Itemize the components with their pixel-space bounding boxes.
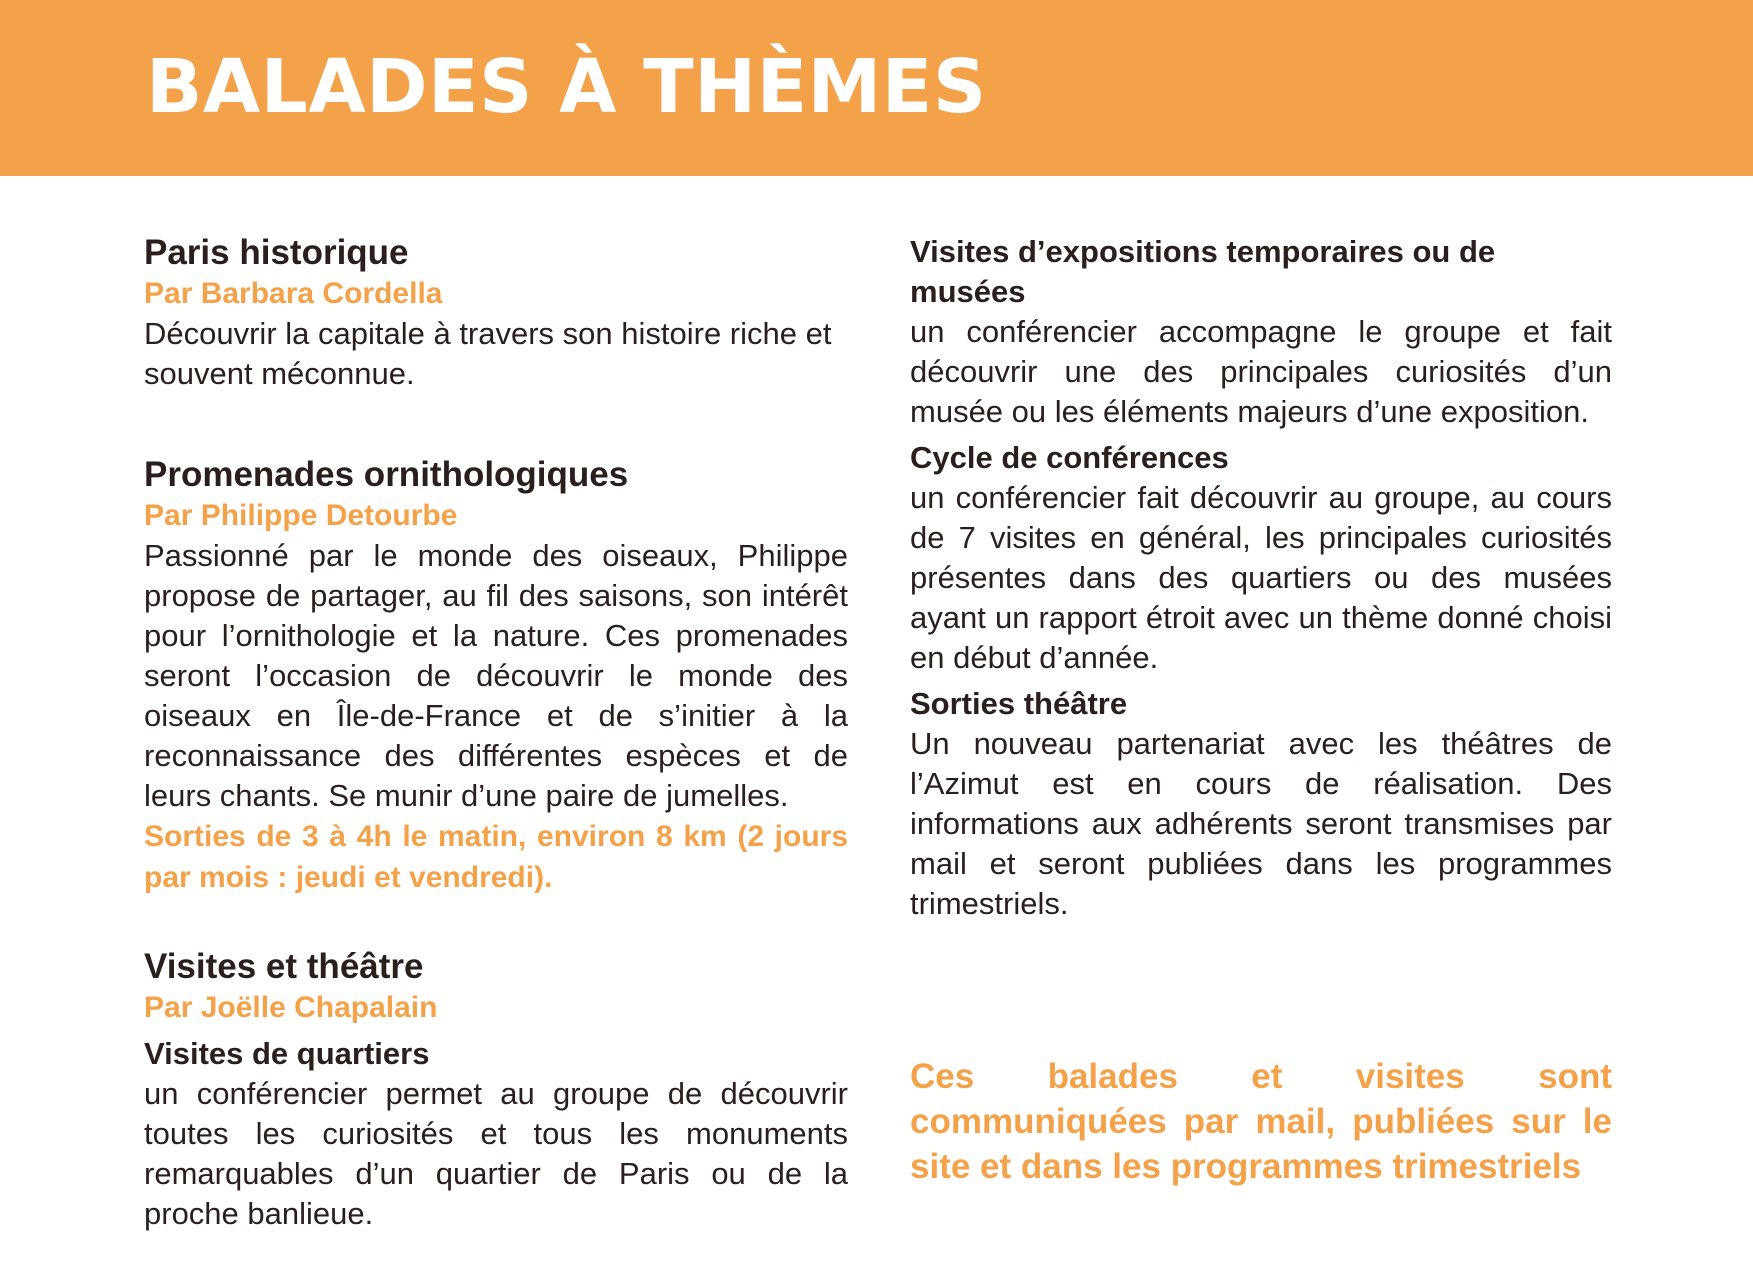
subsection-title: Visites d’expositions temporaires ou de musées [910, 234, 1496, 309]
section-sorties-theatre [910, 684, 1612, 924]
right-column [910, 232, 1612, 924]
subsection-description: un conférencier fait découvrir au groupe, au cours de 7 visites en général, les principales curiosités présentes dans des quartiers ou des musées ayant un rapport étroit avec un thème donné choisi en début d’année. [910, 480, 1612, 675]
section-visites-et-theatre [144, 946, 848, 1234]
author-name: Par Philippe Detourbe [144, 499, 458, 532]
author-name: Par Joëlle Chapalain [144, 991, 438, 1024]
left-column [144, 232, 848, 1234]
header-banner [0, 0, 1753, 176]
section-title: Promenades ornithologiques [144, 455, 629, 494]
section-title: Paris historique [144, 233, 409, 272]
section-expositions [910, 232, 1612, 432]
page-title: BALADES À THÈMES [146, 44, 987, 130]
section-cycle-conferences [910, 438, 1612, 678]
section-description: Passionné par le monde des oiseaux, Philippe propose de partager, au fil des saisons, son intérêt pour l’ornithologie et la nature. Ces promenades seront l’occasion de découvrir le monde des oiseaux en Île-de-France et de s’initier à la reconnaissance des différentes espèces et de leurs chants. Se munir d’une paire de jumelles. [144, 538, 848, 813]
subsection-description: Un nouveau partenariat avec les théâtres de l’Azimut est en cours de réalisation. Des informations aux adhérents seront transmises par mail et seront publiées dans les programmes trimestriels. [910, 726, 1612, 921]
section-description: Découvrir la capitale à travers son histoire riche et souvent méconnue. [144, 316, 832, 391]
closing-note: Ces balades et visites sont communiquées par mail, publiées sur le site et dans les programmes trimestriels [910, 1057, 1612, 1186]
section-promenades-ornithologiques [144, 454, 848, 898]
subsection-title: Cycle de conférences [910, 440, 1229, 475]
section-paris-historique [144, 232, 848, 394]
subsection-description: un conférencier accompagne le groupe et fait découvrir une des principales curiosités d’un musée ou les éléments majeurs d’une exposition. [910, 314, 1612, 429]
author-name: Par Barbara Cordella [144, 277, 443, 310]
subsection-description: un conférencier permet au groupe de découvrir toutes les curiosités et tous les monuments remarquables d’un quartier de Paris ou de la proche banlieue. [144, 1076, 848, 1231]
subsection-title: Sorties théâtre [910, 686, 1128, 721]
section-title: Visites et théâtre [144, 947, 424, 986]
subsection-title: Visites de quartiers [144, 1036, 430, 1071]
outing-details: Sorties de 3 à 4h le matin, environ 8 km (2 jours par mois : jeudi et vendredi). [144, 820, 848, 894]
